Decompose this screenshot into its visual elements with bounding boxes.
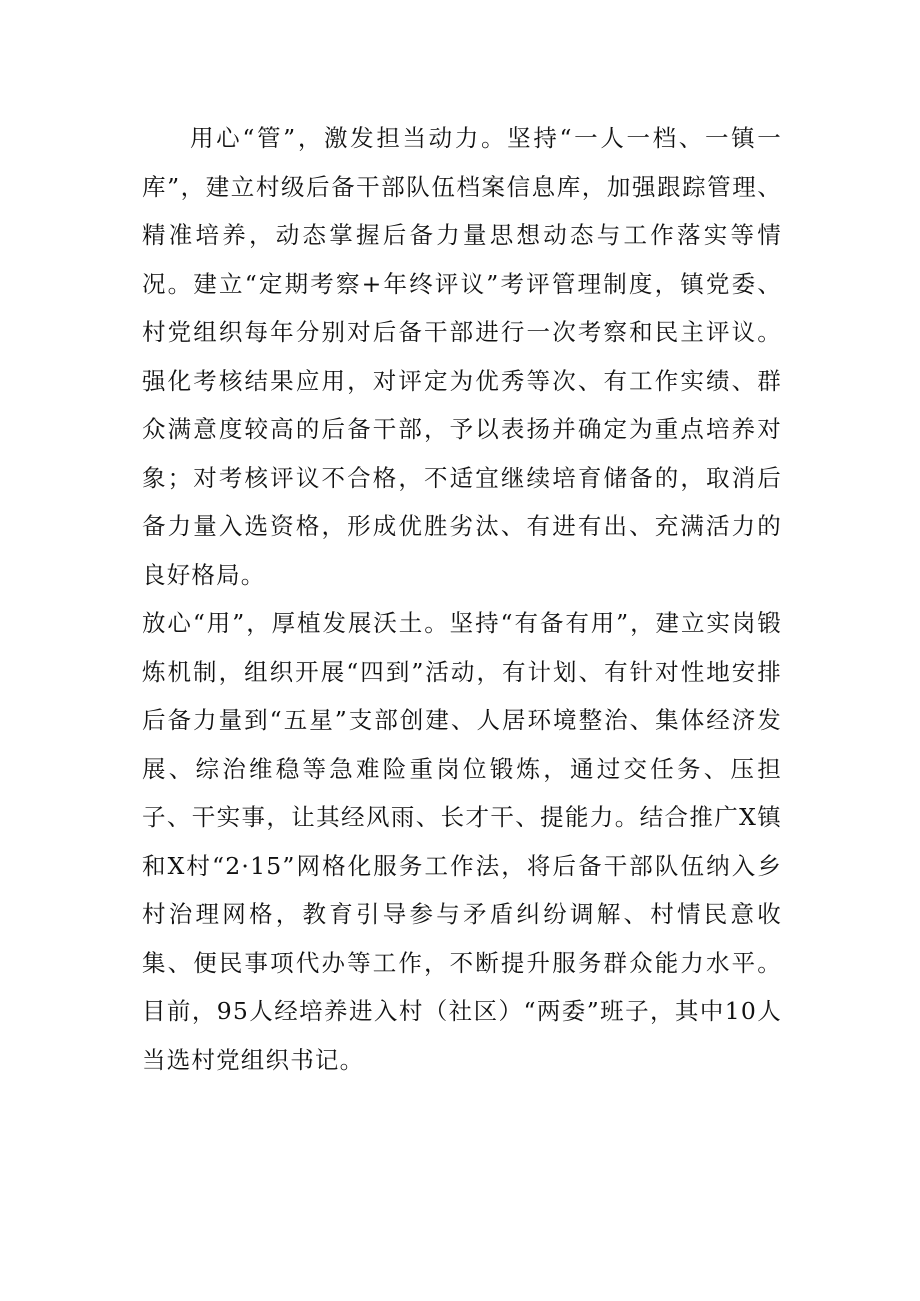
paragraph-management: 用心“管”，激发担当动力。坚持“一人一档、一镇一库”，建立村级后备干部队伍档案信息库，加强跟踪管理、精准培养，动态掌握后备力量思想动态与工作落实等情况。建立“定期考察+年终评议”考评管理制度，镇党委、村党组织每年分别对后备干部进行一次考察和民主评议。强化考核结果应用，对评定为优秀等次、有工作实绩、群众满意度较高的后备干部，予以表扬并确定为重点培养对象；对考核评议不合格，不适宜继续培育储备的，取消后备力量入选资格，形成优胜劣汰、有进有出、充满活力的良好格局。 <box>142 124 782 589</box>
paragraph-utilization: 放心“用”，厚植发展沃土。坚持“有备有用”，建立实岗锻炼机制，组织开展“四到”活动，有计划、有针对性地安排后备力量到“五星”支部创建、人居环境整治、集体经济发展、综治维稳等急难险重岗位锻炼，通过交任务、压担子、干实事，让其经风雨、长才干、提能力。结合推广X镇和X村“2·15”网格化服务工作法，将后备干部队伍纳入乡村治理网格，教育引导参与矛盾纠纷调解、村情民意收集、便民事项代办等工作，不断提升服务群众能力水平。目前，95人经培养进入村（社区）“两委”班子，其中10人当选村党组织书记。 <box>142 609 782 1074</box>
document-body <box>142 114 782 1084</box>
